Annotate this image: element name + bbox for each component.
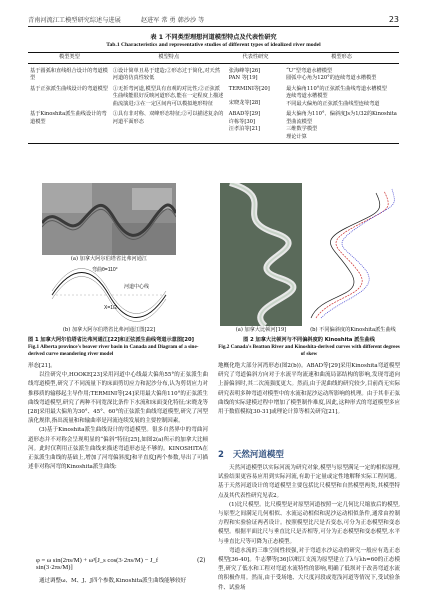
table-header-cell: 代表性研究 (227, 53, 284, 64)
paragraph: 以往研究中,HOOKE[23]采用河道中心线最大偏角55°的正弦派生曲线弯道模型,研究了不同流量下的床面剪切应力和泥沙分布,认为剪切应力对推移质的输移起主导作用;TERMINI等[24]采用最大偏角110°的正弦派生曲线弯道模型,研究了两种不同宽深比条件下水流和床面变化特征;宋晓龙等[28]采用最大偏角为30°、45°、60°的正弦派生曲线弯道模型,研究了河型演化规律,指出流量和和输曲率是河流连续发展的主要控制因素。 (28, 372, 208, 425)
fig2-caption-en: Fig.2 Canada's Beatton River and Kinoshita-derived curves with different degrees of skew (218, 344, 400, 357)
model-types-table (28, 52, 399, 144)
page-number: 23 (388, 14, 399, 24)
table-cell-type: 基于圆弧和直线组合设计的弯道模型 (30, 67, 108, 81)
table-cell-refs (227, 108, 284, 144)
table-cell-feature: ①具有非对称、双峰形态特征;②可以描述复杂的河道平面形态 (111, 108, 227, 144)
fig1-label-angle: 弯曲θ=110° (92, 267, 118, 273)
table-cell-model (284, 83, 399, 109)
journal-title: 青南河流江工模型研究综述与进展 (28, 16, 121, 24)
paragraph: (1)比尺模型。比尺模型是对原型河道按照一定几何比尺缩放后的模型,与原型之间满足几何相似、水流运动相似和泥沙运动相似条件,通常由控制方程和实验验证两者设计。按照模型比尺是否变态,可分为正态模型和变态模型。根据平面比尺与垂直比尺是否相等,可分为正态模型和变态模型,水平与垂直比尺等可降为正态模型。 (218, 501, 400, 545)
table-row (28, 63, 399, 83)
fig2-diagram (306, 183, 400, 326)
fig1-caption-en: Fig.1 Alberta province's beaver river basin in Canada and Diagram of a sine-derived curve meandering river model (28, 344, 199, 357)
table-row (28, 83, 399, 109)
table-cell-type: 基于Kinoshita派生曲线设计的弯道模型 (28, 108, 111, 144)
ref-item: 汪孝泊等[21] (228, 126, 261, 132)
model-item: 最大偏角110°的正弦派生曲线弯道水槽模型 (286, 85, 387, 92)
paragraph: 形态[21]。 (28, 363, 56, 369)
table-row (28, 108, 399, 144)
model-item: 理论计算 (286, 133, 307, 140)
paragraph: 弯道水流的三维空间性较强,对于弯道水沙运动的研究一般应有选正态模型[36-40]。牛志攀等[36]以岷江支流为原型建立了λ与λh=60的正态模型,研究了低水和工程对弯道水流特性的影响,明确了低坝对于改善弯道水流的积极作用。然而,由于受场地、大尺度河段或宽浅河道等情况下,受试验条件、试验场 (218, 547, 400, 591)
kinoshita-equation: φ = ω sin(2πs/M) + ω³[J_s cos(3·2πs/M) − J_f sin(3·2πs/M)] (36, 557, 159, 571)
fig1-label-centerline: 河道中心线 (124, 284, 150, 290)
paragraph: (3)基于Kinoshita派生曲线设计的弯道模型。很多自然界中的弯曲河道形态并不对称会呈现明显的“偏斜”特征[25],如图2(a)所示的加拿大比顿河。此时仅利用正弦派生曲线来描述弯道形态是不够的。KINOSHITA在正弦派生曲线的基础上,增加了河弯偏斜度J和平直度J两个参数,导出了可描述非对称河弯的Kinoshita派生曲线: (28, 427, 208, 471)
equation-number: (2) (197, 557, 206, 564)
table-cell-type: 基于正弦派生曲线设计的弯道模型 (30, 85, 108, 92)
model-item: 三维数学模型 (286, 126, 318, 132)
right-column-text (218, 464, 400, 593)
table-cell-feature: ①无折弯河道,模型具有直观的对比性;②正弦派生曲线能很好反映河道形态,能在一定程度上描述曲流演进;③在一定区间内可以模拟地形特征 (112, 85, 224, 107)
model-item: 最大偏角为110°、偏斜度Js为1/32的Kinoshita型曲流模型 (286, 111, 397, 125)
fig2-caption-zh: 图 2 加拿大比顿河与不同偏斜度的 Kinoshita 派生曲线 (243, 337, 375, 343)
fig2b-caption: (b) 不同偏斜度的Kinoshita派生曲线 (310, 327, 396, 333)
fig2-caption (218, 337, 400, 358)
table-cell-refs (227, 83, 284, 109)
table-header-cell: 模型形态 (284, 53, 399, 64)
satellite-river-image (42, 183, 176, 255)
kinoshita-curves (306, 183, 400, 326)
fig1-label-half: X=1/2 (104, 305, 118, 311)
table-caption-en: Tab.1 Characteristics and representative studies of different types of idealized river model (106, 42, 321, 48)
fig1-photo (42, 183, 176, 255)
section-heading (218, 448, 284, 460)
beatton-river-image (220, 183, 302, 326)
left-column-text-end: 通过调整ω、M、J、J四个参数,Kinoshita派生曲线能够较好 (39, 578, 187, 584)
fig1b-caption: (b) 加拿大阿尔伯塔省比弗河通江图[22] (62, 327, 156, 333)
right-column-text-top: 地概化绝大部分河湾形态(图2(b))。ABAD等[29]采用Kinoshita弯道模型研究了弯道偏斜方向对于水流平均流速和曲流局部结构的影响,发现弯道向上游偏斜时,其二次流强度更大。然而,由于泥曲线的研究较少,目前尚无实际研究表明多种弯道对模型中的水流和泥沙运动所影响的机理。由于其非正弦曲线的实际建模过程中增加了模型制作难度,因此,这种形式的弯道模型多应用于数值模拟[30-31]或理论计算等相关研究[21]。 (218, 363, 400, 416)
table-cell-model (284, 63, 399, 83)
fig1-caption (28, 337, 208, 358)
table-header-cell: 模型类型 (28, 53, 111, 64)
ref-item: 许栋等[30] (228, 118, 256, 125)
left-column-text (28, 362, 208, 472)
model-item: 连续弯道水槽模型 (286, 93, 328, 99)
table-cell-refs (227, 63, 284, 83)
paragraph: 天然河道模型以实际河流为研究对象,模型与原型满足一定的相似原理,试验结果更容易应用到实际河流,有助于定量或定性地解释实际工程问题。基于天然河道设计的弯道模型主要包括比尺模型和自然模型两类,其模型特点及其代表性研究见表2。 (218, 465, 400, 499)
fig2-photo (220, 183, 302, 326)
table-cell-feature: ①设计简单且易于建造;②形态过于简化,对天然河道的仿真性较低 (112, 67, 220, 81)
ref-item: ABAD等[29] (228, 111, 261, 117)
section-title: 天然河道模型 (232, 450, 284, 460)
fig2a-caption: (a) 加拿大比顿河[19] (235, 327, 287, 333)
fig1a-caption: (a) 加拿大阿尔伯塔省比弗河通江 (70, 256, 148, 262)
ref-item: 宋晓龙等[28] (228, 100, 261, 106)
section-number: 2 (218, 450, 224, 460)
model-item: 圆弧中心角为120°的连续弯道水槽模型 (286, 75, 377, 81)
table-header-cell: 模型特点 (111, 53, 227, 64)
table-caption (28, 32, 399, 48)
ref-item: 张海峰等[26] (228, 67, 261, 74)
fig1-caption-zh: 图 1 加拿大阿尔伯塔省比弗河通江[22]和正弦派生曲线弯道示意图[20] (28, 337, 195, 343)
table-cell-model (284, 108, 399, 144)
model-item: “U”型弯道水槽模型 (286, 67, 333, 74)
ref-item: TERMINI等[20] (228, 85, 270, 92)
header-authors: 赵进军 常 勇 韩沙沙 等 (140, 16, 205, 24)
ref-item: PAN 等[19] (228, 75, 258, 81)
model-item: 不同最大偏角的正弦派生曲线型连续弯道 (286, 100, 380, 107)
table-caption-zh: 表 1 不同类型理想河道模型特点及代表性研究 (150, 34, 277, 41)
table-header-row (28, 53, 399, 64)
running-header (28, 12, 399, 27)
fig1-diagram (42, 263, 176, 327)
